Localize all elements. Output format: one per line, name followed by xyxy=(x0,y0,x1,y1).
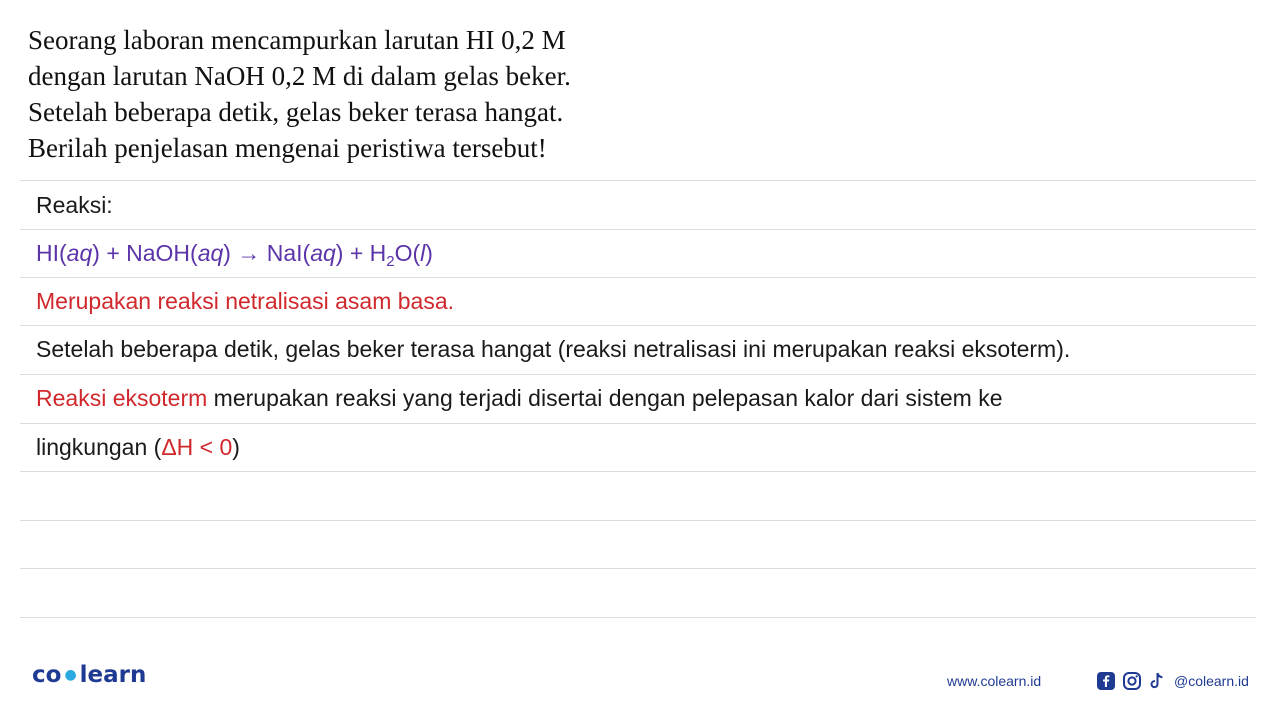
environment-suffix: ) xyxy=(232,434,240,460)
equation-text: O( xyxy=(394,240,421,266)
state-aq: aq xyxy=(66,240,93,266)
exotherm-term: Reaksi eksoterm xyxy=(36,385,208,411)
ruled-line xyxy=(20,520,1256,521)
ruled-line xyxy=(20,471,1256,472)
environment-line xyxy=(36,432,240,462)
equation-text: ) → NaI( xyxy=(223,240,311,266)
ruled-line xyxy=(20,325,1256,326)
logo-dot-icon: ● xyxy=(64,667,77,683)
equation-text: HI( xyxy=(36,240,67,266)
state-aq: aq xyxy=(197,240,224,266)
subscript-2: 2 xyxy=(386,253,395,270)
delta-h: ΔH < 0 xyxy=(161,434,233,460)
question-text xyxy=(28,22,668,166)
question-line: Seorang laboran mencampurkan larutan HI 0,2 M xyxy=(28,25,566,55)
question-line: Berilah penjelasan mengenai peristiwa tersebut! xyxy=(28,133,547,163)
ruled-line xyxy=(20,423,1256,424)
tiktok-icon[interactable] xyxy=(1148,671,1166,691)
equation-text: ) + NaOH( xyxy=(92,240,198,266)
observation-text: Setelah beberapa detik, gelas beker terasa hangat (reaksi netralisasi ini merupakan reaksi eksoterm). xyxy=(36,336,1071,362)
logo-left: co xyxy=(32,662,62,688)
question-line: dengan larutan NaOH 0,2 M di dalam gelas beker. xyxy=(28,61,571,91)
reaction-equation xyxy=(36,238,433,268)
colearn-logo xyxy=(32,662,146,688)
social-handle: @colearn.id xyxy=(1174,673,1249,689)
equation-text: ) + H xyxy=(335,240,387,266)
ruled-line xyxy=(20,180,1256,181)
ruled-line xyxy=(20,374,1256,375)
answer-heading: Reaksi: xyxy=(36,192,113,218)
website-url: www.colearn.id xyxy=(947,673,1042,689)
state-aq: aq xyxy=(310,240,336,266)
environment-prefix: lingkungan ( xyxy=(36,434,162,460)
ruled-line xyxy=(20,568,1256,569)
equation-text: ) xyxy=(425,240,433,266)
state-liquid: l xyxy=(420,240,426,266)
ruled-line xyxy=(20,229,1256,230)
ruled-line xyxy=(20,277,1256,278)
exotherm-definition xyxy=(36,383,1003,413)
exotherm-text: merupakan reaksi yang terjadi disertai dengan pelepasan kalor dari sistem ke xyxy=(207,385,1003,411)
facebook-icon[interactable] xyxy=(1096,671,1116,691)
ruled-line xyxy=(20,617,1256,618)
social-links xyxy=(1096,670,1249,692)
instagram-icon[interactable] xyxy=(1122,671,1142,691)
logo-right: learn xyxy=(79,662,147,688)
neutralization-note: Merupakan reaksi netralisasi asam basa. xyxy=(36,288,455,314)
question-line: Setelah beberapa detik, gelas beker terasa hangat. xyxy=(28,97,564,127)
